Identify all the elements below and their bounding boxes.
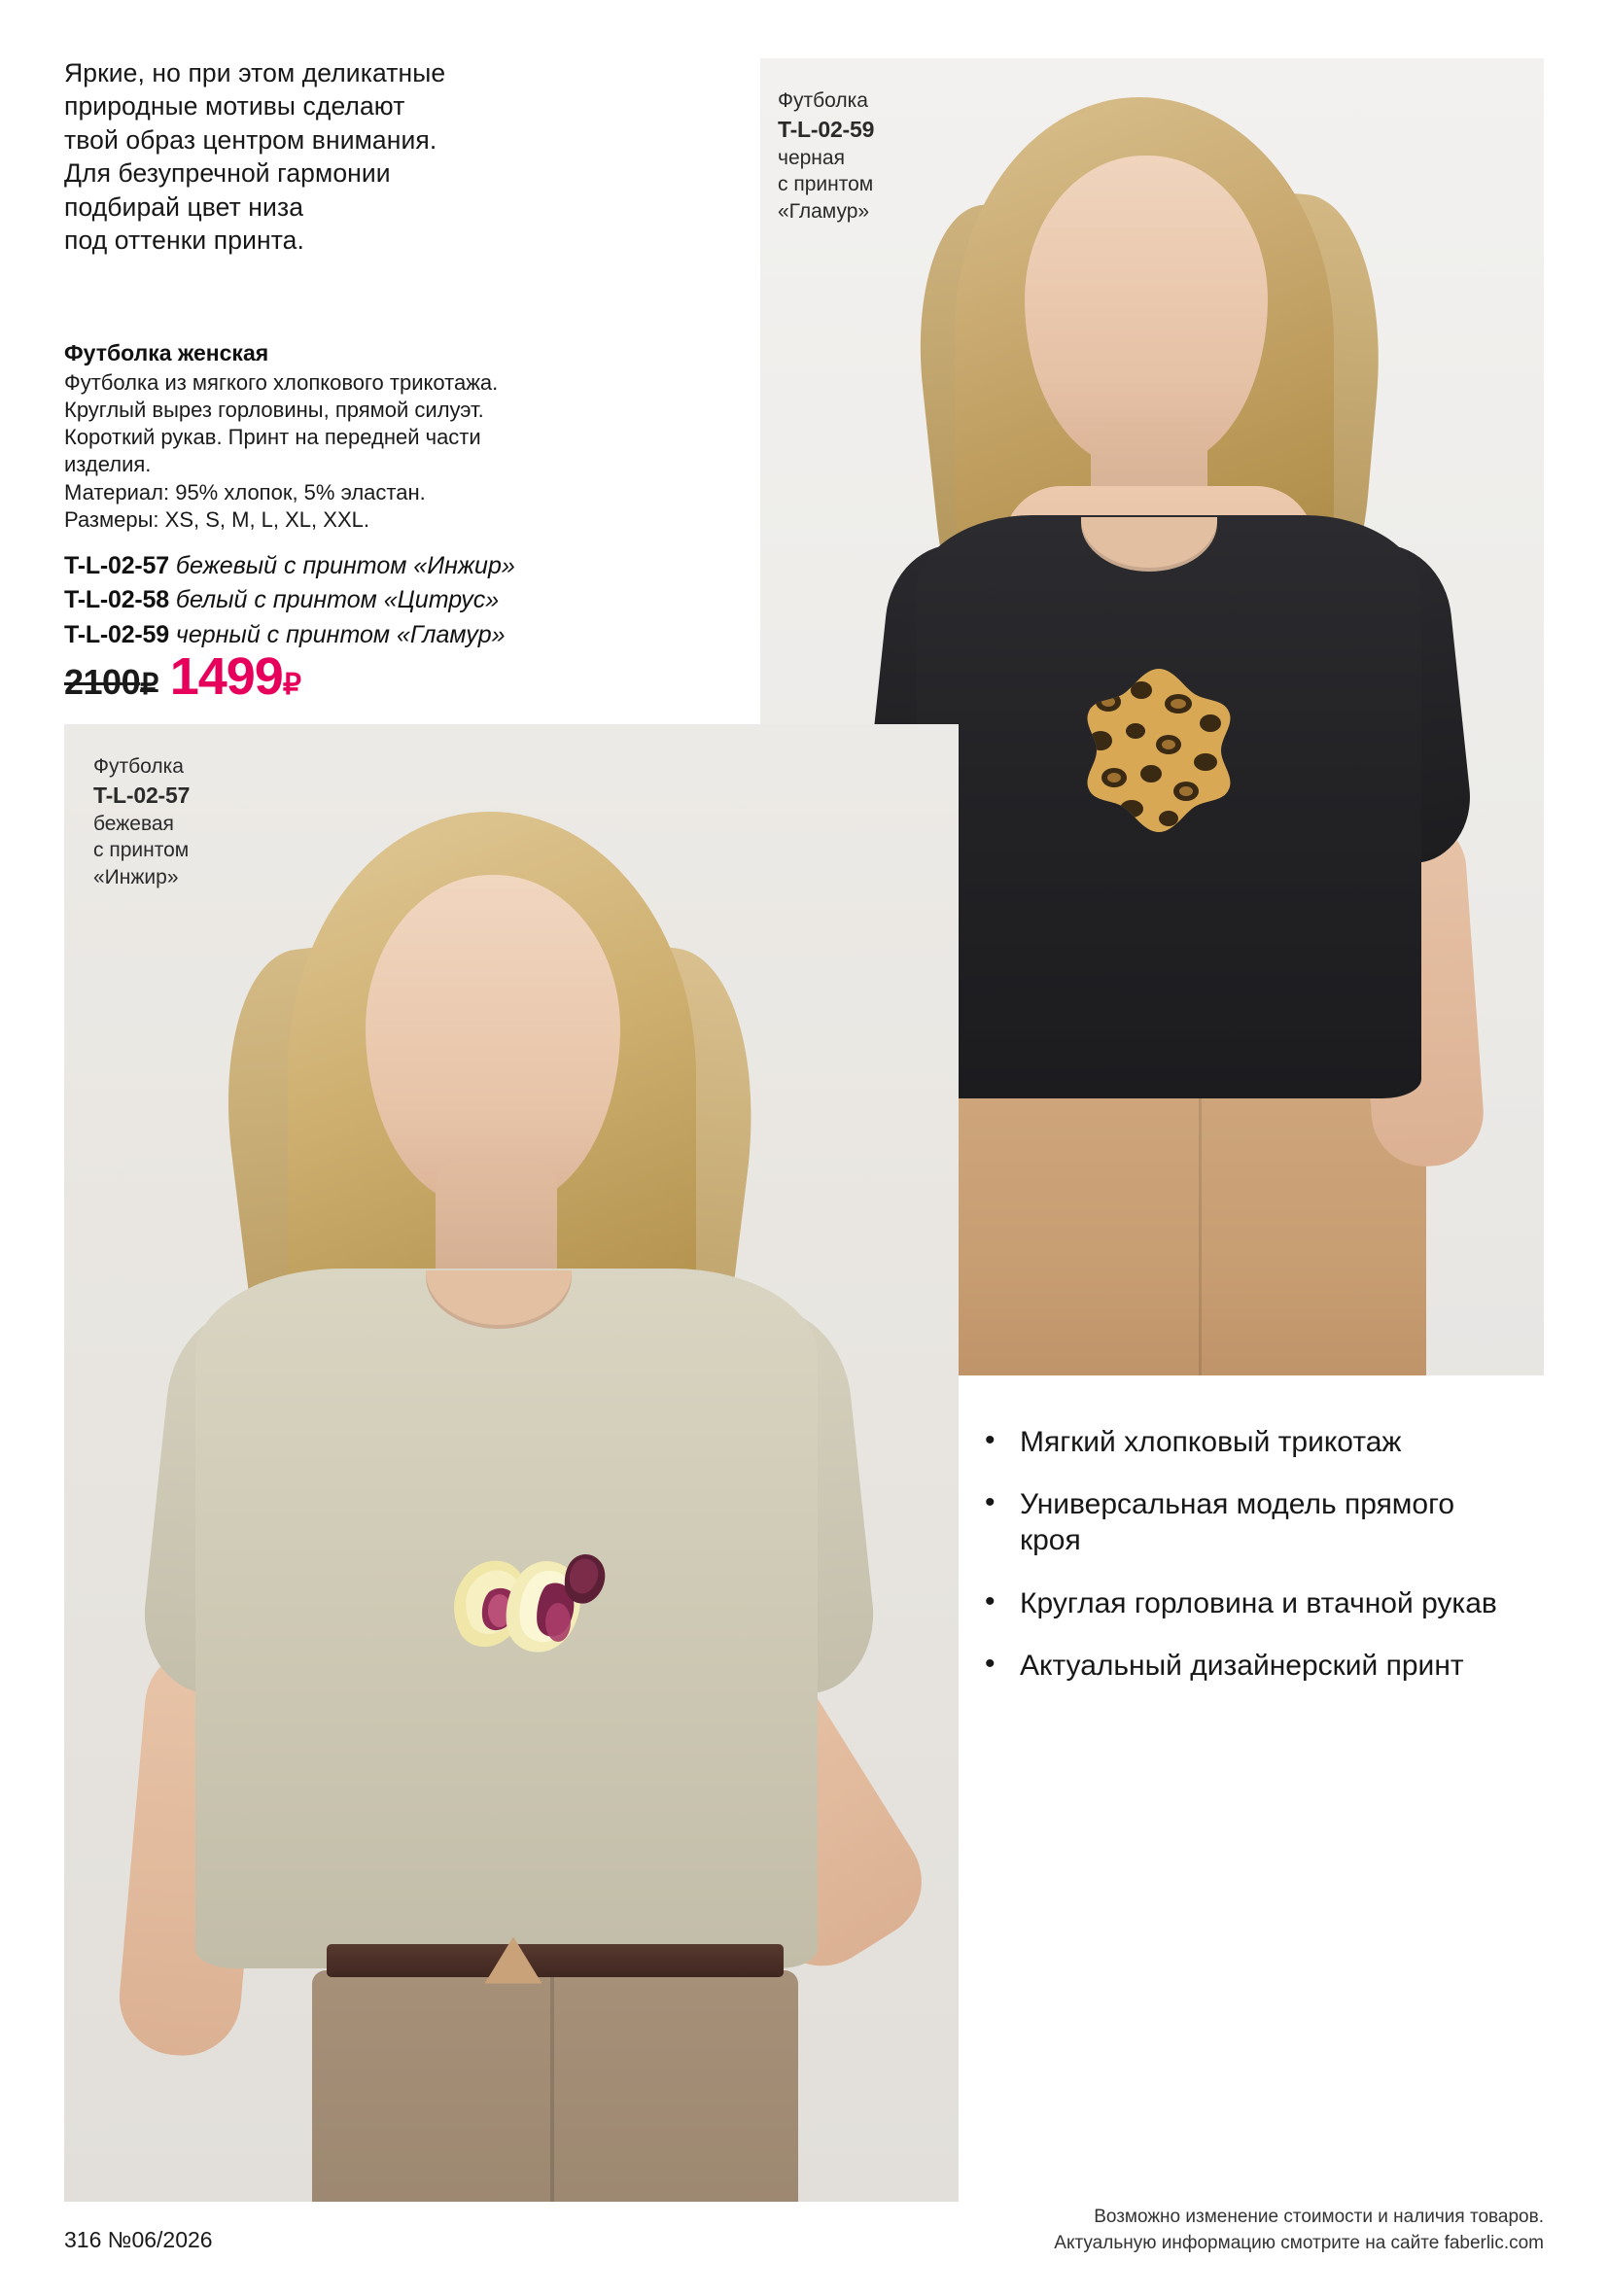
leopard-flower-print — [1071, 661, 1246, 836]
variant-code: T-L-02-59 — [64, 620, 169, 648]
feature-bullet: • Мягкий хлопковый трикотаж — [977, 1424, 1521, 1460]
beige-skirt — [921, 1050, 1426, 1375]
disclaimer-line: Актуальную информацию смотрите на сайте faberlic.com — [1054, 2233, 1544, 2254]
face — [366, 875, 620, 1205]
variant-item — [64, 583, 647, 618]
price-row — [64, 646, 300, 707]
variant-code: T-L-02-58 — [64, 586, 169, 614]
product-description-block — [64, 340, 647, 652]
new-price-value: 1499 — [169, 647, 283, 706]
footer-disclaimer — [1054, 2204, 1544, 2257]
variant-name: бежевый с принтом «Инжир» — [175, 551, 515, 579]
caption-color-line: «Гламур» — [778, 200, 870, 224]
feature-bullet: • Актуальный дизайнерский принт — [977, 1648, 1521, 1684]
photo-caption-black — [778, 87, 874, 226]
caption-label: Футболка — [778, 89, 868, 112]
beige-tee-illustration — [64, 724, 959, 2202]
description-line: Круглый вырез горловины, прямой силуэт. — [64, 398, 484, 423]
intro-line: Яркие, но при этом деликатные — [64, 58, 446, 87]
caption-color-line: с принтом — [778, 173, 874, 196]
product-description — [64, 369, 647, 534]
brown-shorts — [312, 1970, 798, 2202]
belt — [327, 1944, 784, 1977]
feature-bullet-list — [977, 1424, 1521, 1710]
new-price-currency: ₽ — [282, 669, 300, 701]
description-line: Футболка из мягкого хлопкового трикотажа. — [64, 370, 499, 395]
fig-print — [434, 1521, 618, 1687]
intro-line: Для безупречной гармонии — [64, 158, 391, 189]
caption-color-line: бежевая — [93, 812, 174, 835]
caption-label: Футболка — [93, 755, 184, 778]
variant-item — [64, 549, 647, 584]
old-price-value: 2100 — [64, 662, 141, 702]
intro-paragraph — [64, 56, 570, 258]
description-line: изделия. — [64, 452, 152, 477]
page-number: 316 — [64, 2227, 102, 2252]
old-price — [64, 662, 158, 703]
photo-beige-tee — [64, 724, 959, 2202]
caption-code: T-L-02-59 — [778, 116, 875, 142]
intro-line: подбирай цвет низа — [64, 191, 304, 222]
intro-line: природные мотивы сделают — [64, 91, 405, 122]
disclaimer-line: Возможно изменение стоимости и наличия товаров. — [1094, 2206, 1544, 2227]
intro-line: под оттенки принта. — [64, 226, 304, 256]
intro-line: твой образ центром внимания. — [64, 124, 437, 155]
caption-color-line: с принтом — [93, 839, 190, 862]
description-line: Короткий рукав. Принт на передней части — [64, 425, 481, 450]
variant-name: черный с принтом «Гламур» — [175, 620, 506, 648]
feature-bullet: • Круглая горловина и втачной рукав — [977, 1585, 1521, 1621]
old-price-currency: ₽ — [140, 669, 158, 701]
caption-color-line: черная — [778, 146, 845, 169]
variant-code: T-L-02-57 — [64, 551, 169, 579]
feature-bullet: • Универсальная модель прямого кроя — [977, 1486, 1521, 1558]
variant-name: белый с принтом «Цитрус» — [175, 586, 500, 614]
footer-page-info — [64, 2227, 213, 2253]
description-line: Размеры: XS, S, M, L, XL, XXL. — [64, 506, 369, 532]
photo-caption-beige — [93, 753, 190, 891]
product-title: Футболка женская — [64, 340, 269, 365]
issue-number: №06/2026 — [107, 2227, 213, 2252]
variant-list — [64, 549, 647, 653]
description-line: Материал: 95% хлопок, 5% эластан. — [64, 479, 426, 504]
caption-code: T-L-02-57 — [93, 782, 191, 808]
caption-color-line: «Инжир» — [93, 866, 179, 889]
new-price — [170, 646, 300, 707]
